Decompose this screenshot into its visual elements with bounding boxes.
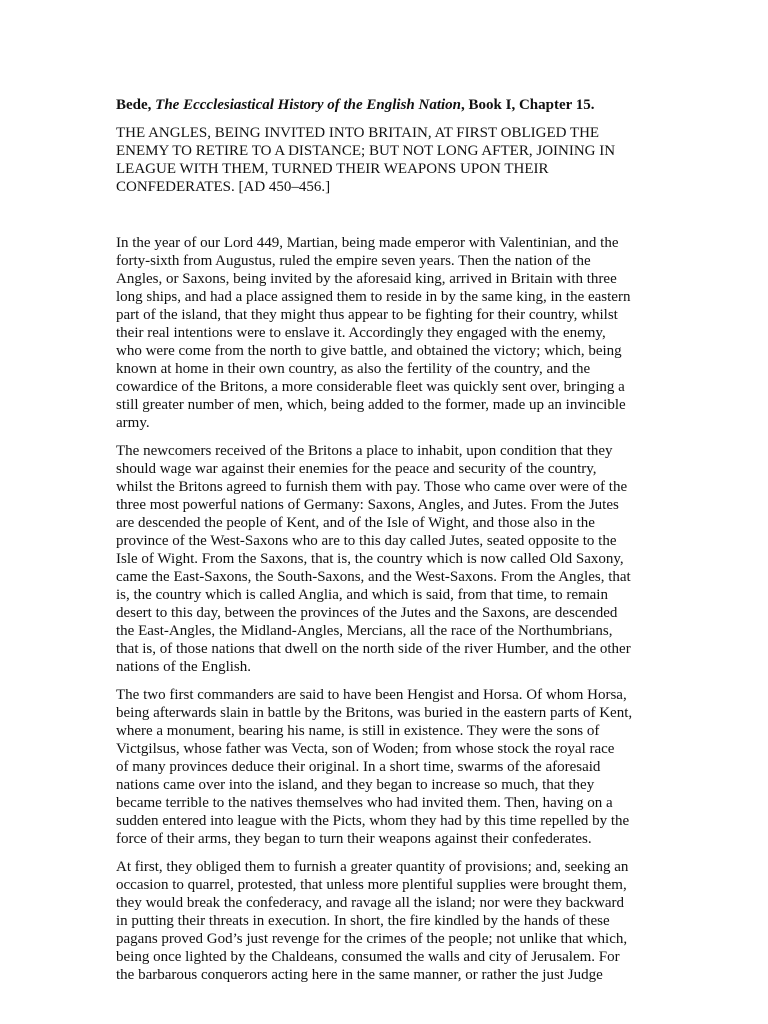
title-work: The Eccclesiastical History of the English Nation xyxy=(155,97,462,113)
text-line: of many provinces deduce their original. In a short time, swarms of the aforesaid xyxy=(116,759,601,775)
text-line: part of the island, that they might thus appear to be fighting for their country, whilst xyxy=(116,307,618,323)
text-line: their real intentions were to enslave it. Accordingly they engaged with the enemy, xyxy=(116,325,606,341)
text-line: province of the West-Saxons who are to this day called Jutes, seated opposite to the xyxy=(116,533,617,549)
text-line: forty-sixth from Augustus, ruled the empire seven years. Then the nation of the xyxy=(116,253,591,269)
text-line: pagans proved God’s just revenge for the crimes of the people; not unlike that which, xyxy=(116,931,628,947)
text-line: Victgilsus, whose father was Vecta, son of Woden; from whose stock the royal race xyxy=(116,741,615,757)
text-line: the barbarous conquerors acting here in the same manner, or rather the just Judge xyxy=(116,967,603,983)
title-author: Bede, xyxy=(116,97,156,113)
text-line: became terrible to the natives themselves who had invited them. Then, having on a xyxy=(116,795,613,811)
text-line: nations came over into the island, and they began to increase so much, that they xyxy=(116,777,595,793)
text-line: are descended the people of Kent, and of the Isle of Wight, and those also in the xyxy=(116,515,595,531)
paragraph xyxy=(116,442,652,676)
text-line: known at home in their own country, as also the fertility of the country, and the xyxy=(116,361,591,377)
text-line: Angles, or Saxons, being invited by the aforesaid king, arrived in Britain with three xyxy=(116,271,617,287)
text-line: being once lighted by the Chaldeans, consumed the walls and city of Jerusalem. For xyxy=(116,949,620,965)
heading-line: LEAGUE WITH THEM, TURNED THEIR WEAPONS UPON THEIR xyxy=(116,161,549,177)
text-line: The newcomers received of the Britons a place to inhabit, upon condition that they xyxy=(116,443,613,459)
text-line: still greater number of men, which, being added to the former, made up an invincible xyxy=(116,397,626,413)
text-line: force of their arms, they began to turn their weapons against their confederates. xyxy=(116,831,592,847)
text-line: In the year of our Lord 449, Martian, being made emperor with Valentinian, and the xyxy=(116,235,619,251)
text-line: that is, of those nations that dwell on the north side of the river Humber, and the other xyxy=(116,641,631,657)
heading-line: CONFEDERATES. [AD 450–456.] xyxy=(116,179,331,195)
text-line: who were come from the north to give battle, and obtained the victory; which, being xyxy=(116,343,622,359)
text-line: where a monument, bearing his name, is still in existence. They were the sons of xyxy=(116,723,600,739)
heading-line: THE ANGLES, BEING INVITED INTO BRITAIN, AT FIRST OBLIGED THE xyxy=(116,125,600,141)
text-line: At first, they obliged them to furnish a greater quantity of provisions; and, seeking an xyxy=(116,859,629,875)
text-line: army. xyxy=(116,415,150,431)
title-section: , Book I, Chapter 15. xyxy=(461,97,595,113)
text-line: the East-Angles, the Midland-Angles, Mercians, all the race of the Northumbrians, xyxy=(116,623,613,639)
text-line: nations of the English. xyxy=(116,659,251,675)
document-title xyxy=(116,96,652,114)
text-line: came the East-Saxons, the South-Saxons, and the West-Saxons. From the Angles, that xyxy=(116,569,631,585)
text-line: in putting their threats in execution. In short, the fire kindled by the hands of these xyxy=(116,913,610,929)
document-page xyxy=(116,96,652,994)
heading-line: ENEMY TO RETIRE TO A DISTANCE; BUT NOT LONG AFTER, JOINING IN xyxy=(116,143,616,159)
paragraph xyxy=(116,686,652,848)
text-line: three most powerful nations of Germany: Saxons, Angles, and Jutes. From the Jutes xyxy=(116,497,619,513)
text-line: Isle of Wight. From the Saxons, that is, the country which is now called Old Saxony, xyxy=(116,551,624,567)
body-text xyxy=(116,234,652,984)
text-line: sudden entered into league with the Picts, whom they had by this time repelled by the xyxy=(116,813,630,829)
text-line: cowardice of the Britons, a more considerable fleet was quickly sent over, bringing a xyxy=(116,379,625,395)
text-line: should wage war against their enemies for the peace and security of the country, xyxy=(116,461,597,477)
text-line: is, the country which is called Anglia, and which is said, from that time, to remain xyxy=(116,587,608,603)
text-line: being afterwards slain in battle by the Britons, was buried in the eastern parts of Kent, xyxy=(116,705,633,721)
paragraph xyxy=(116,858,652,984)
text-line: whilst the Britons agreed to furnish them with pay. Those who came over were of the xyxy=(116,479,628,495)
text-line: The two first commanders are said to have been Hengist and Horsa. Of whom Horsa, xyxy=(116,687,627,703)
text-line: long ships, and had a place assigned them to reside in by the same king, in the eastern xyxy=(116,289,631,305)
text-line: desert to this day, between the provinces of the Jutes and the Saxons, are descended xyxy=(116,605,618,621)
chapter-heading xyxy=(116,124,652,196)
text-line: occasion to quarrel, protested, that unless more plentiful supplies were brought them, xyxy=(116,877,627,893)
paragraph xyxy=(116,234,652,432)
text-line: they would break the confederacy, and ravage all the island; nor were they backward xyxy=(116,895,624,911)
